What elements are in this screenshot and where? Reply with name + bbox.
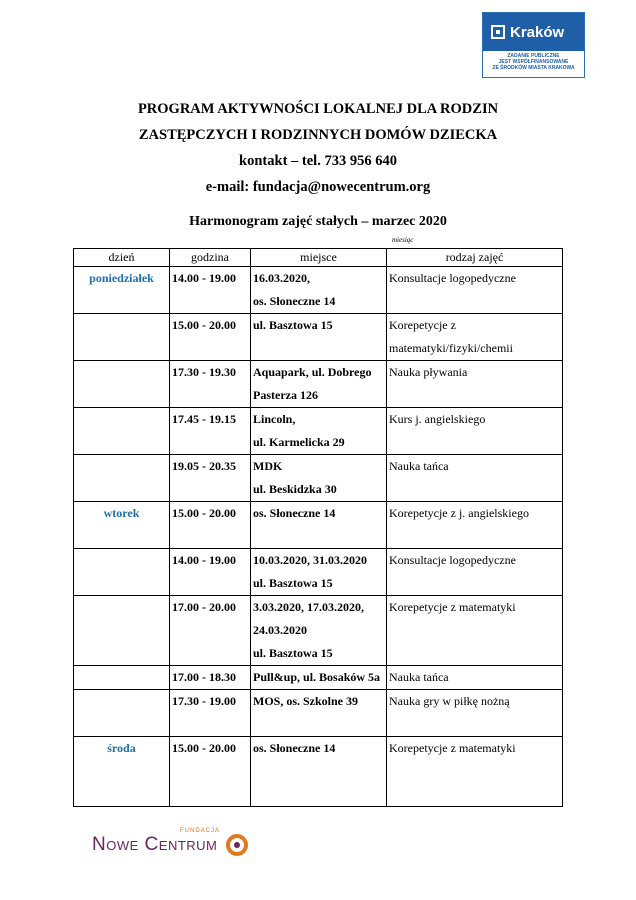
time-cell: 14.00 - 19.00 [170,267,251,314]
time-cell: 19.05 - 20.35 [170,455,251,502]
place-line [253,760,384,783]
activity-line: Korepetycje z [389,318,456,332]
table-row [74,549,563,596]
activity-line: Nauka pływania [389,365,468,379]
place-line: Aquapark, ul. Dobrego [253,365,372,379]
activity-cell [387,737,563,807]
schedule-table [73,248,563,807]
activity-line: matematyki/fizyki/chemii [389,341,513,355]
activity-cell [387,455,563,502]
place-cell [251,361,387,408]
day-cell [74,690,170,737]
activity-cell [387,408,563,455]
krakow-logo [482,12,585,78]
activity-line: Nauka tańca [389,459,449,473]
place-cell [251,455,387,502]
table-row [74,267,563,314]
column-header: miejsce [251,249,387,267]
time-cell: 17.30 - 19.30 [170,361,251,408]
activity-cell [387,596,563,666]
nowe-centrum-emblem-icon [226,834,248,856]
day-cell [74,314,170,361]
place-line: Lincoln, [253,412,296,426]
table-row [74,737,563,807]
table-row [74,455,563,502]
place-cell [251,690,387,737]
krakow-emblem-icon [491,25,505,39]
place-cell [251,549,387,596]
place-line: os. Słoneczne 14 [253,294,336,308]
table-row [74,690,563,737]
time-cell: 17.00 - 20.00 [170,596,251,666]
day-cell [74,549,170,596]
table-row [74,408,563,455]
activity-line: Konsultacje logopedyczne [389,553,516,567]
krakow-logo-subtitle: ZADANIE PUBLICZNE JEST WSPÓŁFINANSOWANE ZE ŚRODKÓW MIASTA KRAKOWA [492,53,575,71]
header-line-2: ZASTĘPCZYCH I RODZINNYCH DOMÓW DZIECKA [138,127,498,143]
activity-cell [387,690,563,737]
time-cell: 17.45 - 19.15 [170,408,251,455]
place-line: ul. Basztowa 15 [253,576,333,590]
place-line: ul. Basztowa 15 [253,318,333,332]
time-cell: 17.30 - 19.00 [170,690,251,737]
time-cell: 15.00 - 20.00 [170,737,251,807]
activity-line: Kurs j. angielskiego [389,412,486,426]
place-cell [251,408,387,455]
header-line-1: PROGRAM AKTYWNOŚCI LOKALNEJ DLA RODZIN [137,101,499,117]
place-line: 16.03.2020, [253,271,310,285]
place-cell [251,666,387,690]
day-cell [74,596,170,666]
place-line [253,713,384,736]
nowe-centrum-name: Nowe Centrum [92,834,218,855]
table-row [74,596,563,666]
time-cell: 14.00 - 19.00 [170,549,251,596]
table-row [74,502,563,549]
place-line: os. Słoneczne 14 [253,741,336,755]
activity-cell [387,314,563,361]
day-cell [74,361,170,408]
place-cell [251,737,387,807]
place-line: MDK [253,459,283,473]
activity-line: Nauka gry w piłkę nożną [389,694,510,708]
activity-line: Korepetycje z matematyki [389,600,516,614]
activity-cell [387,549,563,596]
activity-line: Konsultacje logopedyczne [389,271,516,285]
header-contact: kontakt – tel. 733 956 640 [239,153,397,169]
time-cell: 15.00 - 20.00 [170,314,251,361]
table-row [74,666,563,690]
activity-cell [387,267,563,314]
activity-line: Nauka tańca [389,670,449,684]
day-cell: poniedziałek [74,267,170,314]
table-row [74,361,563,408]
place-line: ul. Karmelicka 29 [253,435,345,449]
activity-line: Korepetycje z matematyki [389,741,516,755]
day-cell [74,408,170,455]
place-line [253,783,384,806]
day-cell: środa [74,737,170,807]
place-line: 24.03.2020 [253,623,307,637]
day-cell: wtorek [74,502,170,549]
place-line: ul. Basztowa 15 [253,646,333,660]
place-line: MOS, os. Szkolne 39 [253,694,359,708]
place-line [253,525,384,548]
nowe-centrum-fundacja: FUNDACJA [180,828,221,834]
krakow-logo-bar [483,13,584,51]
place-line: 10.03.2020, 31.03.2020 [253,553,367,567]
column-header: godzina [170,249,251,267]
activity-cell [387,361,563,408]
activity-cell [387,502,563,549]
schedule-title: Harmonogram zajęć stałych – marzec 2020 [189,214,447,229]
place-line: Pull&up, ul. Bosaków 5a [253,670,381,684]
time-cell: 17.00 - 18.30 [170,666,251,690]
place-cell [251,502,387,549]
krakow-logo-name: Kraków [510,23,565,41]
time-cell: 15.00 - 20.00 [170,502,251,549]
column-header: rodzaj zajęć [387,249,563,267]
activity-line: Korepetycje z j. angielskiego [389,506,529,520]
place-cell [251,596,387,666]
place-line: os. Słoneczne 14 [253,506,336,520]
activity-cell [387,666,563,690]
header-email: e-mail: fundacja@nowecentrum.org [205,179,431,195]
month-note: miesiąc [392,236,414,244]
day-cell [74,455,170,502]
table-header-row [74,249,563,267]
column-header: dzień [74,249,170,267]
table-row [74,314,563,361]
place-line: 3.03.2020, 17.03.2020, [253,600,364,614]
place-cell [251,267,387,314]
place-line: ul. Beskidzka 30 [253,482,337,496]
day-cell [74,666,170,690]
place-cell [251,314,387,361]
place-line: Pasterza 126 [253,388,318,402]
